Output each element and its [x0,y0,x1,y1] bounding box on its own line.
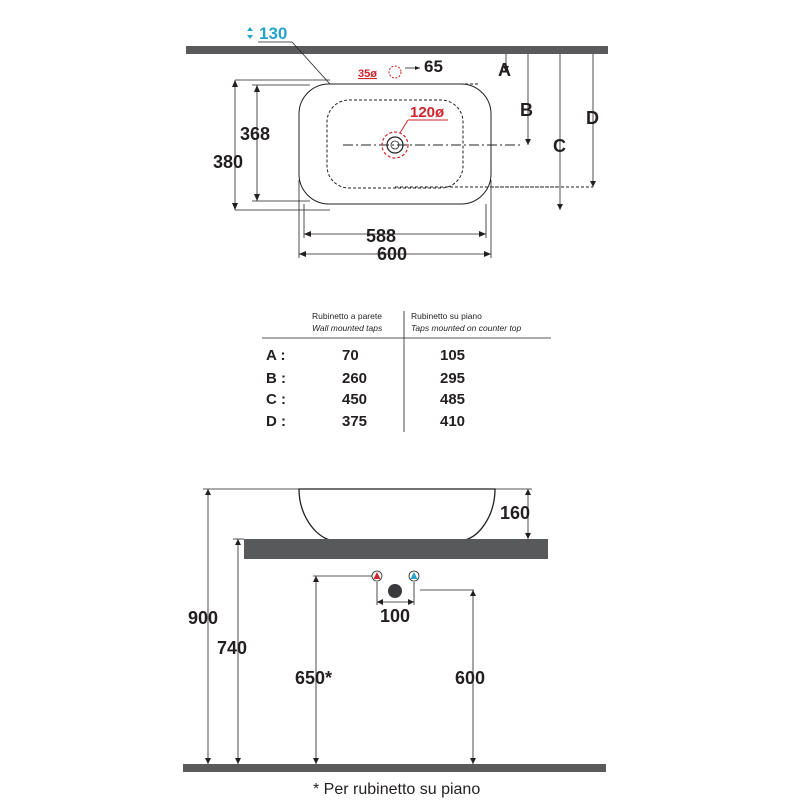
supply-spacing-label: 100 [380,606,411,626]
inner-width-label: 588 [366,226,397,246]
drain-pipe-icon [388,584,402,598]
wall-bar [186,46,608,54]
tap-hole-offset: 65 [424,57,443,76]
total-height-label: 900 [188,608,219,628]
row-a-counter: 105 [440,347,466,364]
col1-subheader: Wall mounted taps [312,323,383,333]
row-c-counter: 485 [440,391,466,408]
row-d-label: D : [266,413,286,430]
col1-header: Rubinetto a parete [312,311,382,321]
inner-depth-label: 368 [240,124,271,144]
drain-height-counter-label: 650* [295,668,333,688]
col2-header: Rubinetto su piano [411,311,482,321]
row-c-wall: 450 [342,391,368,408]
top-view [186,24,608,264]
dim-d-label: D [586,108,599,128]
footnote: * Per rubinetto su piano [313,781,481,798]
dimensions-table [262,311,551,432]
tap-hole-label: 35ø [358,68,377,80]
wall-offset-label: 130 [259,24,288,43]
row-b-counter: 295 [440,370,466,387]
col2-subheader: Taps mounted on counter top [411,323,522,333]
drain-height-wall-label: 600 [455,668,486,688]
countertop [244,539,548,559]
basin-outline [299,84,491,204]
basin-profile [299,489,495,540]
row-c-label: C : [266,391,286,408]
drain-label: 120ø [410,104,445,121]
wall-offset-icon [247,27,253,39]
outer-width-label: 600 [377,244,408,264]
dim-a-label: A [498,60,511,80]
tap-hole-icon [389,66,401,78]
row-d-wall: 375 [342,413,368,430]
side-view [183,489,606,772]
row-a-wall: 70 [342,347,359,364]
row-b-wall: 260 [342,370,368,387]
dim-c-label: C [553,136,566,156]
counter-height-label: 740 [217,638,248,658]
row-b-label: B : [266,370,286,387]
outer-depth-label: 380 [213,152,244,172]
row-a-label: A : [266,347,286,364]
dim-b-label: B [520,100,533,120]
floor [183,764,606,772]
row-d-counter: 410 [440,413,466,430]
basin-height-label: 160 [500,503,531,523]
